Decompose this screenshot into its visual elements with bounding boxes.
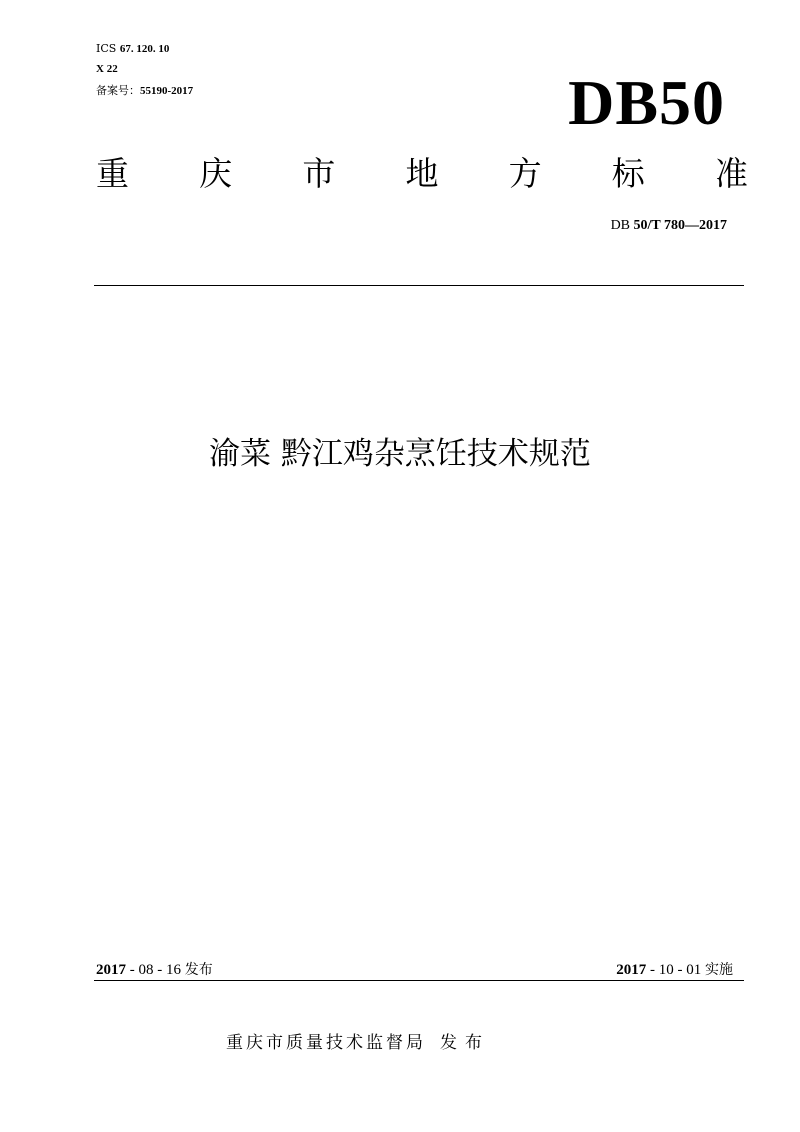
standard-number-value: 50/T 780—2017 xyxy=(633,218,727,233)
record-label: 备案号： xyxy=(96,84,140,97)
effective-date xyxy=(540,960,733,980)
ics-code xyxy=(96,42,169,56)
effective-month-day: - 10 - 01 xyxy=(646,962,702,978)
effective-year: 2017 xyxy=(616,962,647,978)
standard-type-char: 标 xyxy=(611,154,645,193)
standard-type-char: 重 xyxy=(96,154,129,193)
publish-date xyxy=(96,960,213,980)
ics-label: ICS xyxy=(96,42,117,55)
standard-number-prefix: DB xyxy=(610,218,631,233)
issuer xyxy=(226,1032,726,1054)
header-divider xyxy=(94,285,744,286)
standard-type-char: 地 xyxy=(405,154,439,193)
effective-label: 实施 xyxy=(705,962,733,978)
publish-year: 2017 xyxy=(96,962,126,978)
standard-type-char: 方 xyxy=(508,154,542,193)
record-number xyxy=(96,84,193,98)
standard-type-char: 庆 xyxy=(199,154,233,193)
classification-code xyxy=(96,62,118,76)
standard-type-char: 市 xyxy=(302,154,336,193)
issuer-name: 重庆市质量技术监督局 xyxy=(226,1033,426,1053)
publish-label: 发布 xyxy=(184,962,213,978)
document-title: 渝菜 黔江鸡杂烹饪技术规范 xyxy=(209,436,591,472)
standard-type-char: 准 xyxy=(714,154,748,193)
standard-number xyxy=(440,218,727,234)
footer-divider xyxy=(94,980,744,981)
issuer-action: 发布 xyxy=(440,1033,490,1053)
standard-type-heading xyxy=(96,152,748,196)
classification-value: X 22 xyxy=(96,63,118,75)
ics-value: 67. 120. 10 xyxy=(119,43,170,55)
publish-month-day: - 08 - 16 xyxy=(126,962,181,978)
record-value: 55190-2017 xyxy=(140,85,194,97)
db50-logo: DB50 xyxy=(568,67,725,138)
